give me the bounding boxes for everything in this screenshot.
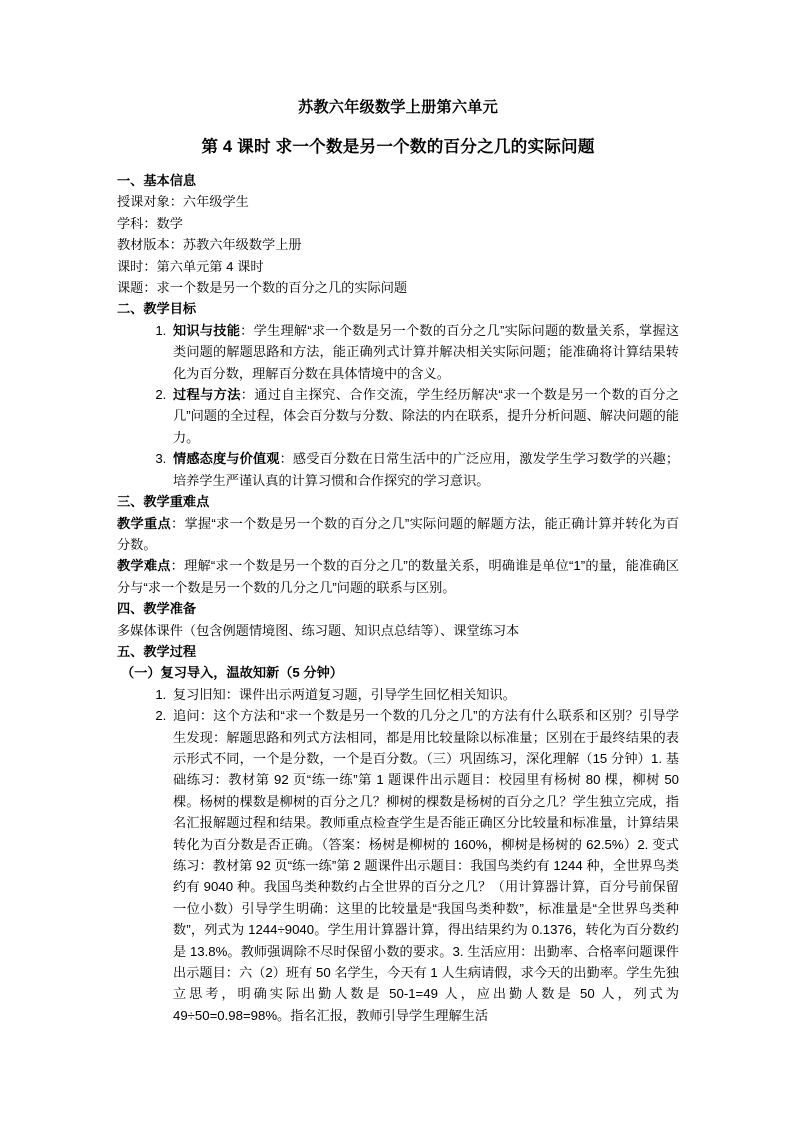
document-content — [117, 96, 679, 1026]
key-point-focus — [117, 513, 679, 556]
basic-info-line-textbook: 教材版本：苏教六年级数学上册 — [117, 237, 302, 253]
page-title-unit: 苏教六年级数学上册第六单元 — [297, 99, 499, 116]
objective-item-process — [170, 384, 679, 448]
objective-text: ：感受百分数在日常生活中的广泛应用，激发学生学习数学的兴趣；培养学生严谨认真的计算习惯和合作探究的学习意识。 — [173, 451, 680, 488]
basic-info-line-topic: 课题：求一个数是另一个数的百分之几的实际问题 — [117, 280, 408, 296]
process-item-followup: 2. 追问：这个方法和“求一个数是另一个数的几分之几”的方法有什么联系和区别？引导学生发现：解题思路和列式方法相同，都是用比较量除以标准量；区别在于最终结果的表示形式不同，一个是分数，一个是百分数。（三）巩固练习，深化理解（15 分钟）1. 基础练习：教材第 92 页“练一练”第 1 题课件出示题目：校园里有杨树 80 棵，柳树 50 棵。杨树的棵数是柳树的百分之几？柳树的棵数是杨树的百分之几？学生独立完成，指名汇报解题过程和结果。教师重点检查学生是否能正确区分比较量和标准量，计算结果转化为百分数是否正确。（答案：杨树是柳树的 160%，柳树是杨树的 62.5%）2. 变式练习：教材第 92 页“练一练”第 2 题课件出示题目：我国鸟类约有 1244 种，全世界鸟类约有 9040 种。我国鸟类种数约占全世界的百分之几？（用计算器计算，百分号前保留一位小数）引导学生明确：这里的比较量是“我国鸟类种数”，标准量是“全世界鸟类种数”，列式为 1244÷9040。学生用计算器计算，得出结果约为 0.1376，转化为百分数约是 13.8%。教师强调除不尽时保留小数的要求。3. 生活应用：出勤率、合格率问题课件出示题目：六（2）班有 50 名学生，今天有 1 人生病请假，求今天的出勤率。学生先独立思考，明确实际出勤人数是 50-1=49 人，应出勤人数是 50 人，列式为 49÷50=0.98=98%。指名汇报，教师引导学生理解生活 — [170, 705, 679, 1026]
key-point-focus-label: 教学重点 — [117, 515, 171, 531]
objectives-list — [117, 320, 679, 491]
objective-text: ：通过自主探究、合作交流，学生经历解决“求一个数是另一个数的百分之几”问题的全过程，体会百分数与分数、除法的内在联系，提升分析问题、解决问题的能力。 — [173, 387, 680, 445]
section-heading-process: 五、教学过程 — [117, 643, 197, 659]
section-heading-key-points: 三、教学重难点 — [117, 494, 210, 510]
key-point-focus-text: ：掌握“求一个数是另一个数的百分之几”实际问题的解题方法，能正确计算并转化为百分数。 — [117, 515, 680, 552]
objective-label: 知识与技能 — [173, 322, 241, 338]
section-heading-basic-info: 一、基本信息 — [117, 173, 197, 188]
process-stage-1-list — [117, 684, 679, 1027]
section-heading-objectives: 二、教学目标 — [117, 301, 197, 317]
page-title-lesson: 第 4 课时 求一个数是另一个数的百分之几的实际问题 — [201, 137, 595, 156]
basic-info-line-subject: 学科：数学 — [117, 215, 183, 231]
process-item-review: 1. 复习旧知：课件出示两道复习题，引导学生回忆相关知识。 — [170, 684, 679, 705]
process-stage-1-heading: （一）复习导入，温故知新（5 分钟） — [121, 665, 343, 681]
objective-text: ：学生理解“求一个数是另一个数的百分之几”实际问题的数量关系，掌握这类问题的解题思路和方法，能正确列式计算并解决相关实际问题；能准确将计算结果转化为百分数，理解百分数在具体情境中的含义。 — [173, 322, 680, 381]
preparation-text: 多媒体课件（包含例题情境图、练习题、知识点总结等）、课堂练习本 — [117, 622, 520, 638]
basic-info-line-audience: 授课对象：六年级学生 — [117, 194, 249, 210]
objective-label: 过程与方法 — [173, 387, 241, 403]
objective-item-attitude — [170, 448, 679, 491]
objective-label: 情感态度与价值观 — [173, 451, 280, 467]
basic-info-line-period: 课时：第六单元第 4 课时 — [117, 258, 264, 274]
key-point-difficulty-text: ：理解“求一个数是另一个数的百分之几”的数量关系，明确谁是单位“1”的量，能准确区分与“求一个数是另一个数的几分之几”问题的联系与区别。 — [117, 558, 679, 595]
objective-item-knowledge — [170, 320, 679, 384]
key-point-difficulty — [117, 555, 679, 598]
key-point-difficulty-label: 教学难点 — [117, 558, 171, 574]
section-heading-preparation: 四、教学准备 — [117, 601, 197, 617]
